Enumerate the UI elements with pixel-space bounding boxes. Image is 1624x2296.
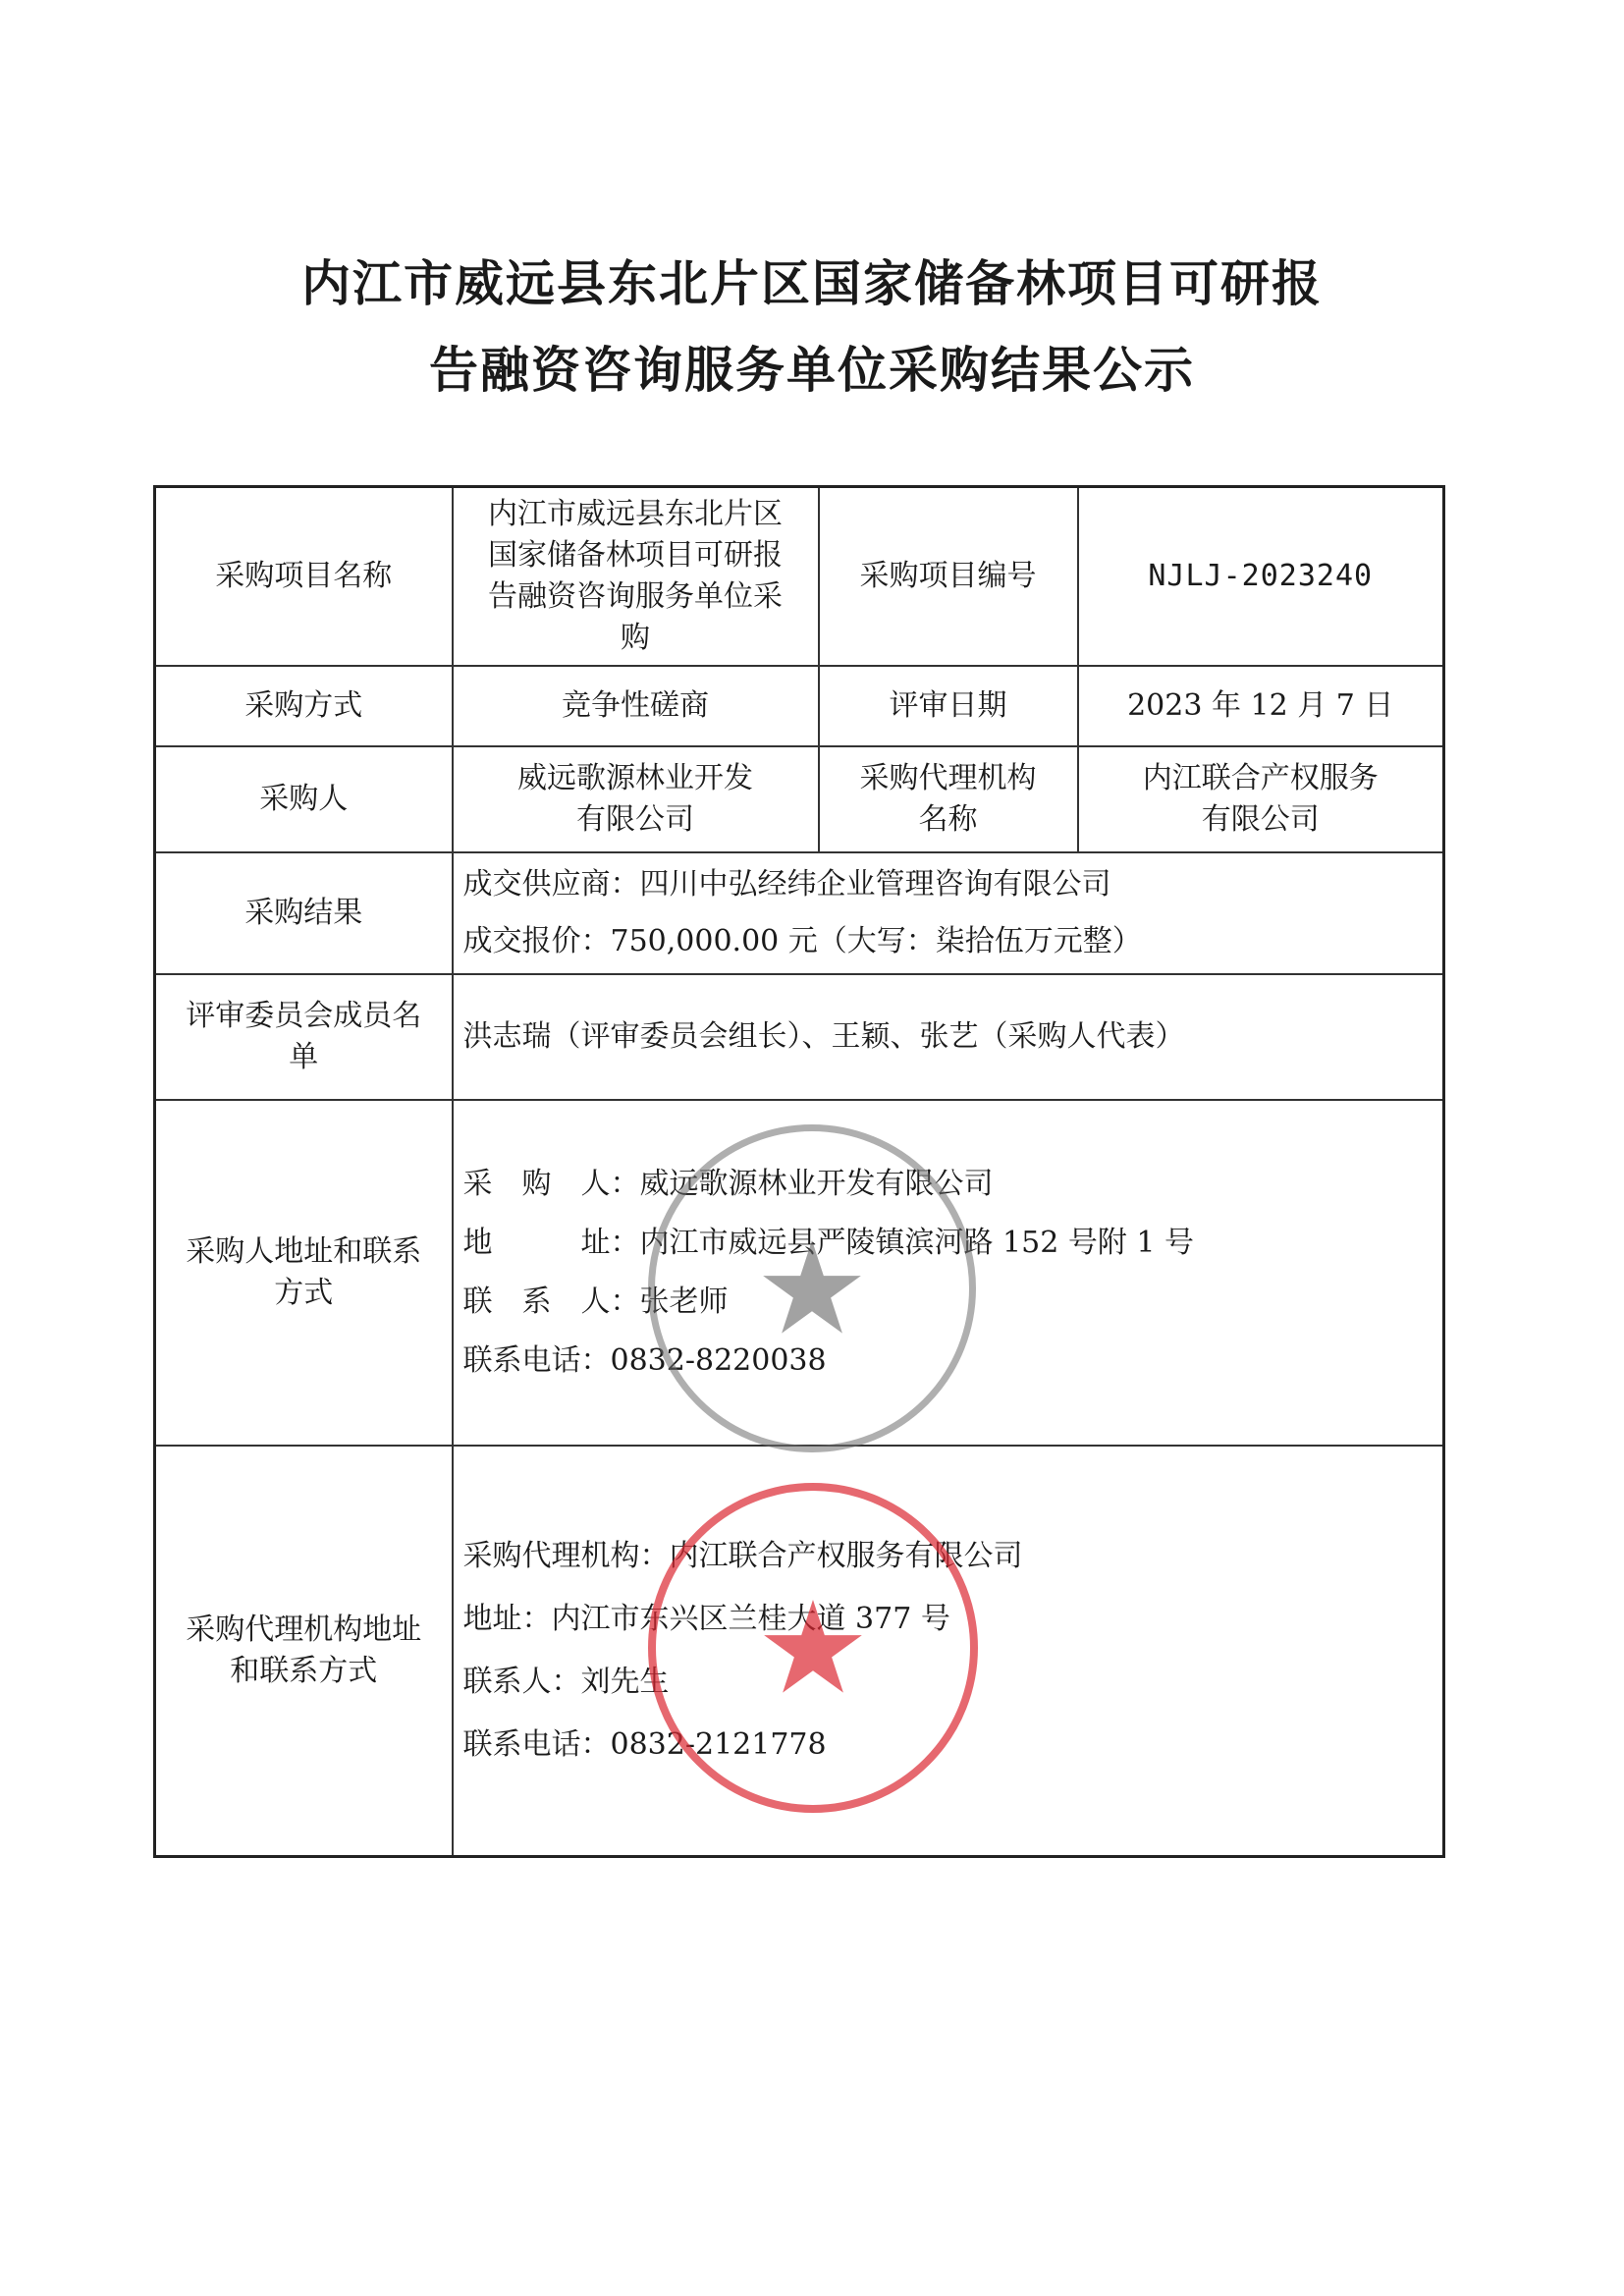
value-review-date: 2023 年 12 月 7 日	[1078, 666, 1444, 746]
project-name-line-4: 购	[621, 621, 650, 655]
project-name-line-2: 国家储备林项目可研报	[488, 538, 783, 573]
agency-line-1: 内江联合产权服务	[1142, 761, 1379, 795]
purchaser-seal-stamp	[648, 1124, 976, 1452]
project-name-line-1: 内江市威远县东北片区	[488, 497, 783, 531]
purchaser-contact-line-3: 联 系 人：张老师	[462, 1285, 729, 1319]
label-purchaser: 采购人	[155, 746, 453, 852]
row-result	[155, 852, 1444, 974]
committee-label-line-1: 评审委员会成员名	[186, 999, 422, 1033]
purchaser-contact-line-4: 联系电话：0832-8220038	[462, 1343, 827, 1378]
result-supplier: 成交供应商：四川中弘经纬企业管理咨询有限公司	[462, 867, 1111, 902]
value-result	[453, 852, 1444, 974]
agency-contact-line-4: 联系电话：0832-2121778	[462, 1726, 827, 1762]
agency-contact-label-line-2: 和联系方式	[230, 1653, 378, 1688]
title-line-1: 内江市威远县东北片区国家储备林项目可研报	[301, 255, 1323, 312]
purchaser-line-1: 威远歌源林业开发	[517, 761, 753, 795]
agency-label-line-1: 采购代理机构	[859, 761, 1037, 795]
committee-label-line-2: 单	[289, 1040, 319, 1074]
row-purchaser	[155, 746, 1444, 852]
result-price: 成交报价：750,000.00 元（大写：柒拾伍万元整）	[462, 924, 1142, 958]
label-agency	[819, 746, 1078, 852]
purchaser-contact-label-line-2: 方式	[274, 1276, 334, 1310]
value-project-name	[453, 487, 819, 667]
label-project-name: 采购项目名称	[155, 487, 453, 667]
value-project-code: NJLJ-2023240	[1078, 487, 1444, 667]
row-method	[155, 666, 1444, 746]
value-purchaser	[453, 746, 819, 852]
agency-contact-line-2: 地址：内江市东兴区兰桂大道 377 号	[462, 1601, 950, 1636]
value-agency	[1078, 746, 1444, 852]
agency-contact-line-3: 联系人：刘先生	[462, 1664, 670, 1699]
purchaser-line-2: 有限公司	[576, 802, 694, 837]
value-committee: 洪志瑞（评审委员会组长）、王颖、张艺（采购人代表）	[453, 974, 1444, 1100]
row-committee	[155, 974, 1444, 1100]
seal-star-icon: ★	[754, 1214, 870, 1363]
document-title	[0, 241, 1624, 413]
agency-contact-line-1: 采购代理机构：内江联合产权服务有限公司	[462, 1538, 1023, 1573]
project-name-line-3: 告融资咨询服务单位采	[488, 579, 783, 614]
seal-star-icon: ★	[755, 1573, 871, 1722]
row-project-name	[155, 487, 1444, 667]
label-method: 采购方式	[155, 666, 453, 746]
value-method: 竞争性磋商	[453, 666, 819, 746]
agency-label-line-2: 名称	[918, 802, 978, 837]
label-project-code: 采购项目编号	[819, 487, 1078, 667]
label-agency-contact	[155, 1446, 453, 1856]
purchaser-contact-line-2: 地 址：内江市威远县严陵镇滨河路 152 号附 1 号	[462, 1226, 1194, 1260]
purchaser-contact-line-1: 采 购 人：威远歌源林业开发有限公司	[462, 1167, 994, 1201]
label-review-date: 评审日期	[819, 666, 1078, 746]
title-line-2: 告融资咨询服务单位采购结果公示	[429, 342, 1195, 399]
agency-contact-label-line-1: 采购代理机构地址	[186, 1612, 422, 1647]
agency-line-2: 有限公司	[1201, 802, 1320, 837]
label-result: 采购结果	[155, 852, 453, 974]
agency-seal-stamp	[648, 1483, 978, 1813]
label-committee	[155, 974, 453, 1100]
purchaser-contact-label-line-1: 采购人地址和联系	[186, 1234, 422, 1269]
label-purchaser-contact	[155, 1100, 453, 1446]
